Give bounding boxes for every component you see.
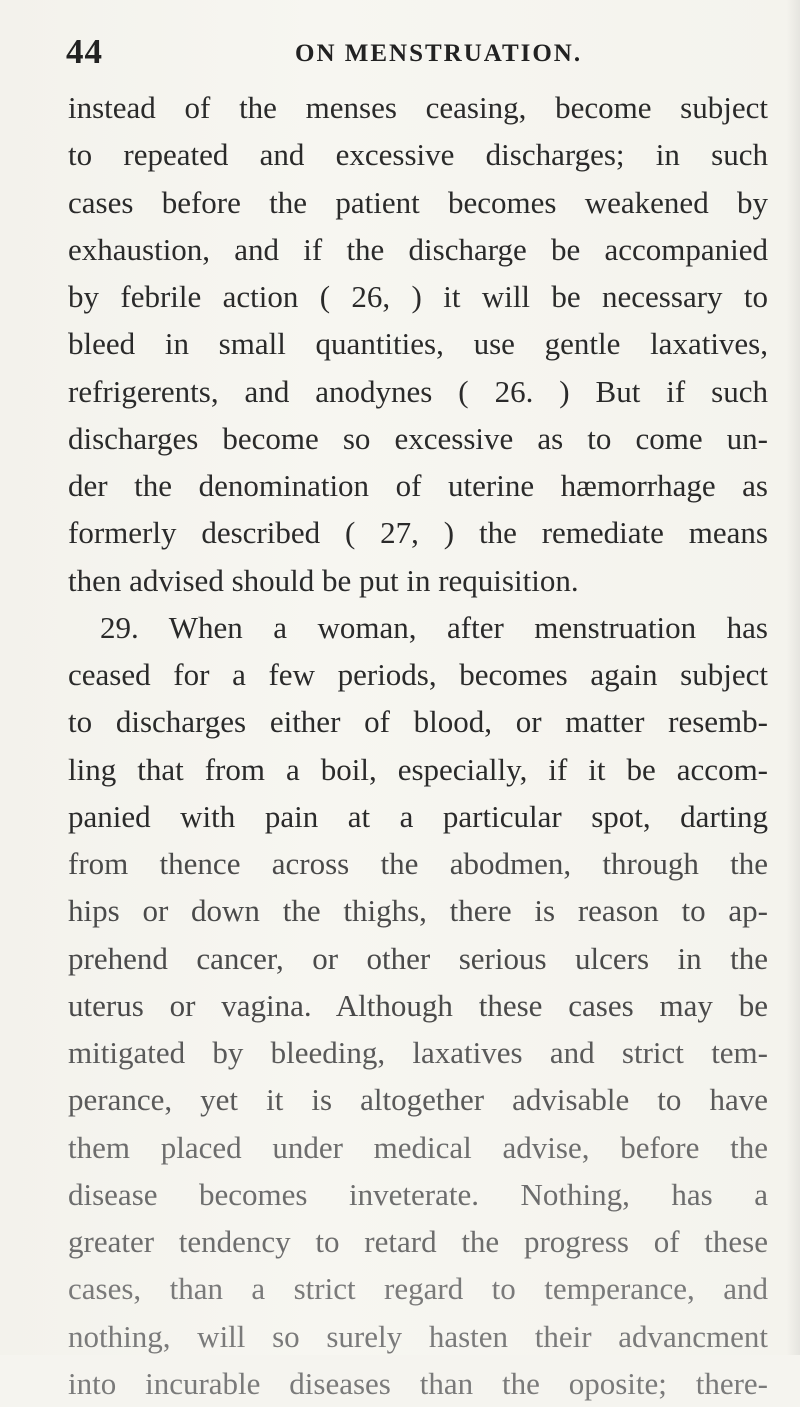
text-line: from thence across the abodmen, through the <box>68 846 768 881</box>
text-line: by febrile action ( 26, ) it will be necessary to <box>68 279 768 314</box>
page-number: 44 <box>66 32 103 71</box>
text-line: formerly described ( 27, ) the remediate means <box>68 515 768 551</box>
text-line: disease becomes inveterate. Nothing, has a <box>68 1176 768 1212</box>
paragraph-29-start: 29. When a woman, after menstruation has <box>100 609 768 645</box>
text-line: cases before the patient becomes weakened by <box>68 184 768 220</box>
text-line: panied with pain at a particular spot, darting <box>68 798 768 834</box>
text-line: mitigated by bleeding, laxatives and strict tem- <box>68 1035 768 1070</box>
page-header <box>66 32 766 82</box>
text-line: them placed under medical advise, before the <box>68 1129 768 1165</box>
text-line: hips or down the thighs, there is reason to ap- <box>68 893 768 929</box>
text-line: uterus or vagina. Although these cases may be <box>68 987 768 1023</box>
text-line: exhaustion, and if the discharge be accompanied <box>68 231 768 267</box>
text-line: perance, yet it is altogether advisable to have <box>68 1082 768 1118</box>
text-line: ling that from a boil, especially, if it be accom- <box>68 751 768 787</box>
text-line: into incurable diseases than the oposite; there- <box>68 1365 768 1401</box>
text-line: discharges become so excessive as to come un- <box>68 420 768 456</box>
text-line: bleed in small quantities, use gentle laxatives, <box>68 326 768 362</box>
page-edge-shadow <box>786 0 800 1355</box>
text-line: instead of the menses ceasing, become subject <box>68 90 768 125</box>
body-text <box>68 84 768 1407</box>
text-line: to repeated and excessive discharges; in such <box>68 137 768 173</box>
text-line: nothing, will so surely hasten their advancment <box>68 1318 768 1354</box>
text-line: greater tendency to retard the progress of these <box>68 1224 768 1259</box>
text-line: cases, than a strict regard to temperance, and <box>68 1271 768 1307</box>
text-line: prehend cancer, or other serious ulcers in the <box>68 940 768 976</box>
text-line: refrigerents, and anodynes ( 26. ) But if such <box>68 373 768 409</box>
text-line: then advised should be put in requisition. <box>68 562 579 598</box>
text-line: to discharges either of blood, or matter resemb- <box>68 704 768 740</box>
text-line: ceased for a few periods, becomes again subject <box>68 657 768 692</box>
running-head: ON MENSTRUATION. <box>295 40 583 67</box>
text-line: der the denomination of uterine hæmorrhage as <box>68 468 768 503</box>
